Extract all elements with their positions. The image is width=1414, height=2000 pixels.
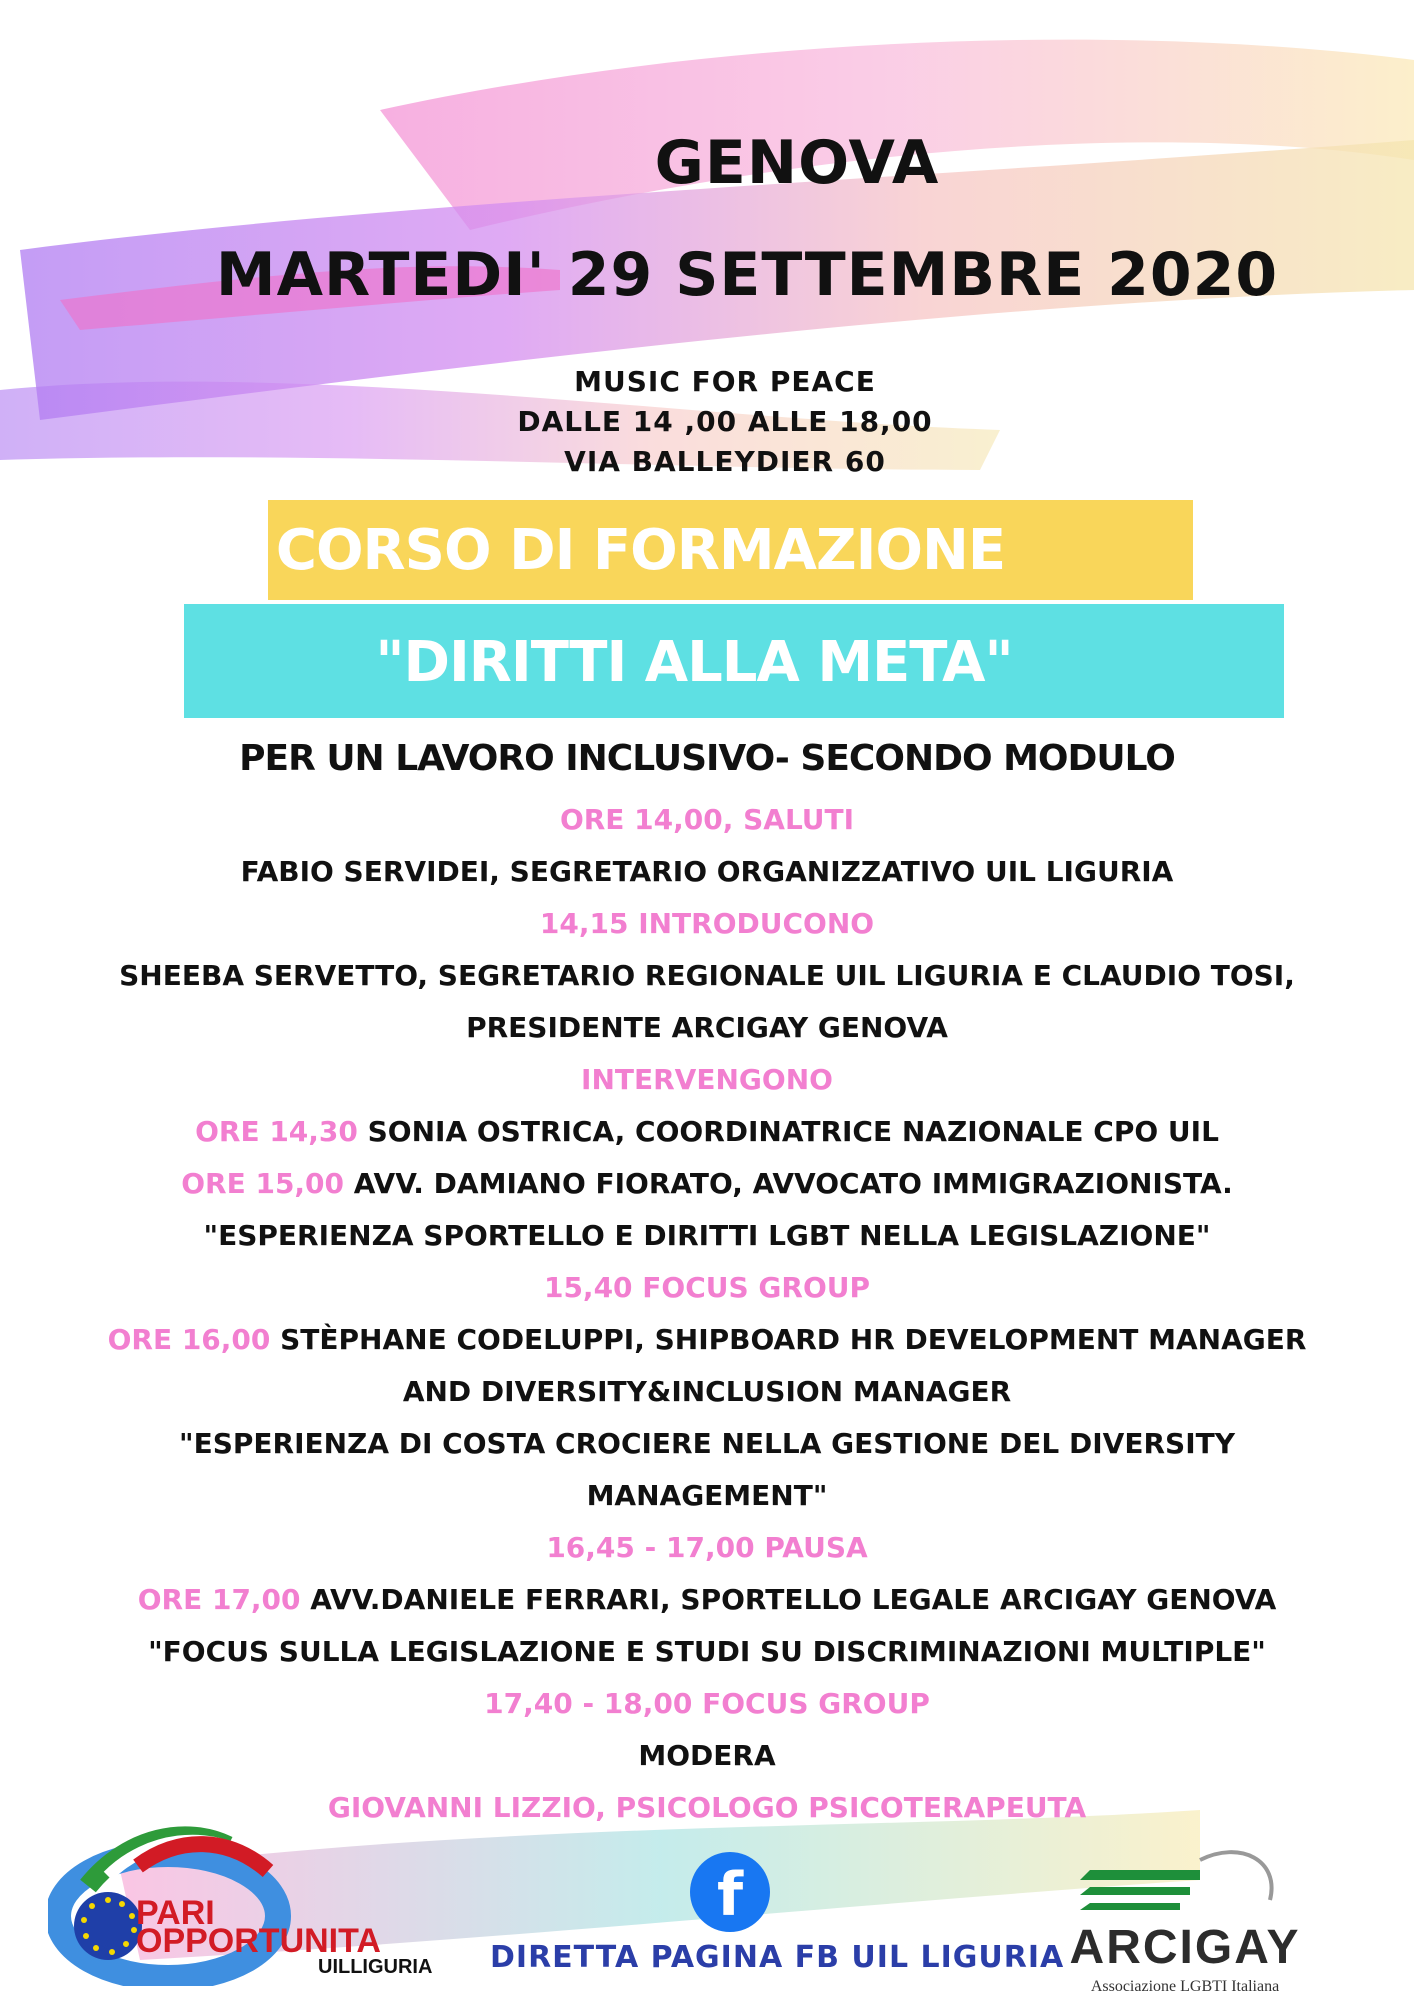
facebook-live-text: DIRETTA PAGINA FB UIL LIGURIA	[490, 1940, 1065, 1975]
arcigay-subtitle: Associazione LGBTI Italiana	[1090, 1978, 1280, 1995]
program-list	[0, 794, 1414, 1834]
program-text: AND DIVERSITY&INCLUSION MANAGER	[402, 1375, 1012, 1408]
program-text: MODERA	[638, 1739, 776, 1772]
program-line	[0, 950, 1414, 1002]
course-name-band	[184, 604, 1284, 718]
event-hours: DALLE 14 ,00 ALLE 18,00	[517, 405, 933, 438]
program-line	[0, 1314, 1414, 1366]
pari-opportunita-logo	[48, 1816, 433, 1986]
facebook-icon: f	[690, 1852, 770, 1932]
city-heading: GENOVA	[654, 128, 940, 198]
course-subtitle: PER UN LAVORO INCLUSIVO- SECONDO MODULO	[239, 738, 1175, 779]
course-name: "DIRITTI ALLA META"	[375, 630, 1013, 695]
program-text: STÈPHANE CODELUPPI, SHIPBOARD HR DEVELOPMENT MANAGER	[270, 1323, 1307, 1356]
program-text: "FOCUS SULLA LEGISLAZIONE E STUDI SU DISCRIMINAZIONI MULTIPLE"	[148, 1635, 1266, 1668]
program-line	[0, 1106, 1414, 1158]
program-time: ORE 17,00	[137, 1583, 301, 1616]
program-text: AVV.DANIELE FERRARI, SPORTELLO LEGALE ARCIGAY GENOVA	[300, 1583, 1277, 1616]
program-line	[0, 1366, 1414, 1418]
program-time: GIOVANNI LIZZIO, PSICOLOGO PSICOTERAPEUTA	[327, 1791, 1087, 1824]
program-line	[0, 1470, 1414, 1522]
program-line	[0, 1262, 1414, 1314]
course-title-band	[268, 500, 1193, 600]
program-line	[0, 846, 1414, 898]
program-line	[0, 1054, 1414, 1106]
program-text: SHEEBA SERVETTO, SEGRETARIO REGIONALE UIL LIGURIA E CLAUDIO TOSI,	[119, 959, 1295, 992]
event-address: VIA BALLEYDIER 60	[564, 445, 886, 478]
venue-info	[18, 362, 1414, 482]
pari-logo-line1: PARI	[136, 1894, 215, 1932]
program-text: MANAGEMENT"	[586, 1479, 828, 1512]
program-line	[0, 1626, 1414, 1678]
program-text: AVV. DAMIANO FIORATO, AVVOCATO IMMIGRAZIONISTA.	[344, 1167, 1233, 1200]
date-heading: MARTEDI' 29 SETTEMBRE 2020	[215, 240, 1279, 310]
program-time: 17,40 - 18,00 FOCUS GROUP	[484, 1687, 930, 1720]
program-time: 16,45 - 17,00 PAUSA	[546, 1531, 868, 1564]
program-time: ORE 14,30	[195, 1115, 358, 1148]
program-line	[0, 1002, 1414, 1054]
program-time: 14,15 INTRODUCONO	[539, 907, 875, 940]
program-time: 15,40 FOCUS GROUP	[543, 1271, 871, 1304]
course-title: CORSO DI FORMAZIONE	[275, 518, 1006, 583]
program-line	[0, 1522, 1414, 1574]
program-line	[0, 794, 1414, 846]
program-line	[0, 1574, 1414, 1626]
program-line	[0, 1158, 1414, 1210]
program-text: PRESIDENTE ARCIGAY GENOVA	[466, 1011, 948, 1044]
pari-logo-line3: UILLIGURIA	[318, 1956, 433, 1978]
venue-name: MUSIC FOR PEACE	[574, 365, 876, 398]
program-time: INTERVENGONO	[581, 1063, 833, 1096]
arcigay-logo	[1050, 1840, 1350, 2000]
program-time: ORE 15,00	[181, 1167, 345, 1200]
pari-logo-line2: OPPORTUNITA	[136, 1922, 381, 1960]
program-text: "ESPERIENZA SPORTELLO E DIRITTI LGBT NELLA LEGISLAZIONE"	[203, 1219, 1211, 1252]
program-line	[0, 898, 1414, 950]
arcigay-name: ARCIGAY	[1069, 1921, 1301, 1974]
program-line	[0, 1418, 1414, 1470]
program-time: ORE 14,00, SALUTI	[559, 803, 855, 836]
program-line	[0, 1210, 1414, 1262]
arcigay-emblem	[1050, 1840, 1350, 1930]
program-line	[0, 1730, 1414, 1782]
program-text: "ESPERIENZA DI COSTA CROCIERE NELLA GESTIONE DEL DIVERSITY	[178, 1427, 1235, 1460]
program-text: FABIO SERVIDEI, SEGRETARIO ORGANIZZATIVO UIL LIGURIA	[240, 855, 1174, 888]
program-line	[0, 1678, 1414, 1730]
program-text: SONIA OSTRICA, COORDINATRICE NAZIONALE CPO UIL	[357, 1115, 1219, 1148]
program-time: ORE 16,00	[107, 1323, 271, 1356]
